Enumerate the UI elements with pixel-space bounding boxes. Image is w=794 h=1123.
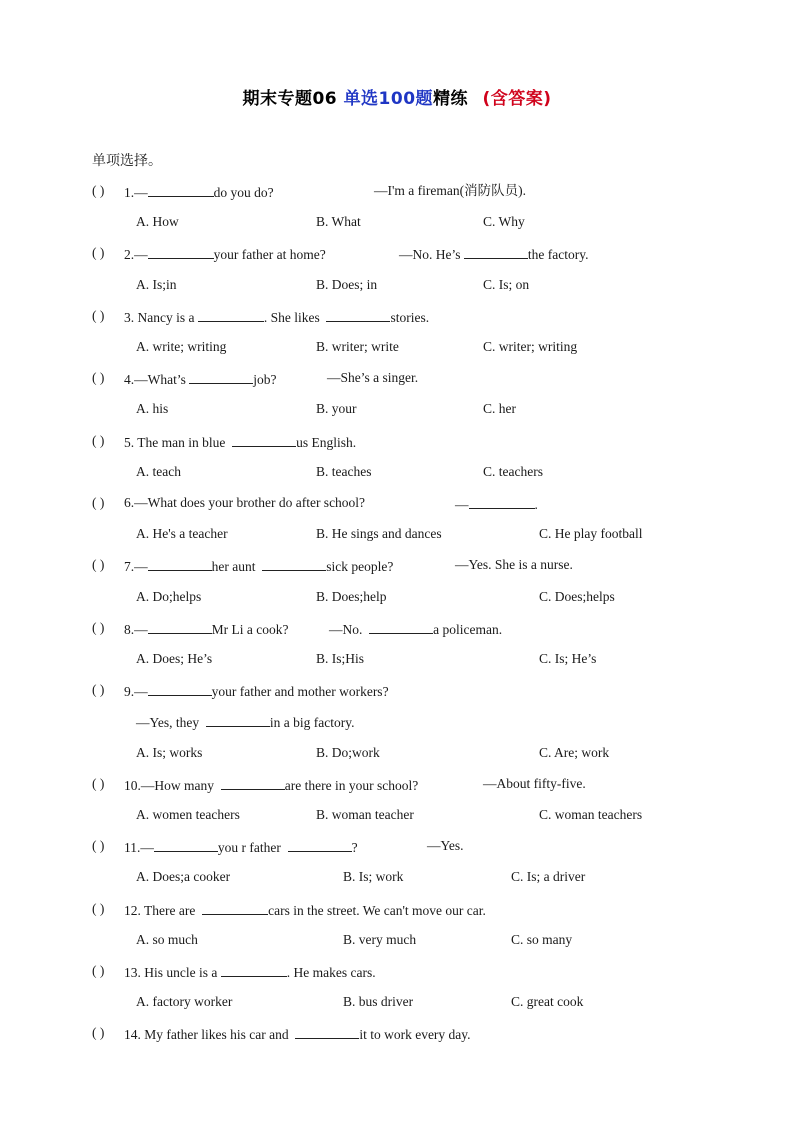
answer-blank (154, 837, 218, 852)
title-part-3: 精练 (433, 89, 469, 109)
question-text: — (134, 185, 148, 200)
option-a: A. his (136, 401, 169, 416)
question-text: My father likes his car and (144, 1027, 289, 1042)
question-text: — (134, 622, 148, 637)
question-text: The man in blue (137, 435, 226, 450)
option-b: B. writer; write (316, 339, 399, 354)
option-a: A. write; writing (136, 339, 227, 354)
option-a: A. factory worker (136, 994, 233, 1009)
answer-bracket[interactable]: ( ) (92, 433, 105, 448)
question-number: 3. (124, 310, 135, 325)
question-text: ? (351, 840, 358, 855)
reply-text: . (534, 497, 538, 512)
title-part-4: (含答案) (482, 89, 552, 109)
question-text: your father and mother workers? (211, 684, 389, 699)
question-text: — (134, 247, 148, 262)
reply-text: —She’s a singer. (327, 370, 419, 385)
option-a: A. He's a teacher (136, 526, 228, 541)
question-text: her aunt (211, 559, 256, 574)
question-text: us English. (296, 435, 357, 450)
option-c: C. teachers (483, 464, 543, 479)
option-c: C. Is; He’s (539, 651, 597, 666)
answer-blank (232, 432, 296, 447)
reply-text: —I'm a fireman(消防队员). (374, 183, 527, 198)
answer-bracket[interactable]: ( ) (92, 963, 105, 978)
question-text: There are (144, 903, 196, 918)
question-text: —What’s (134, 372, 186, 387)
answer-blank (469, 494, 535, 509)
question-text: . She likes (263, 310, 320, 325)
question-text: —What does your brother do after school? (134, 495, 366, 510)
option-b: B. He sings and dances (316, 526, 442, 541)
question-text: His uncle is a (144, 965, 218, 980)
question-text: it to work every day. (359, 1027, 471, 1042)
answer-blank (369, 619, 433, 634)
reply-text: in a big factory. (269, 715, 355, 730)
answer-blank (221, 775, 285, 790)
answer-bracket[interactable]: ( ) (92, 183, 105, 198)
option-b: B. teaches (316, 464, 372, 479)
option-c: C. Does;helps (539, 589, 615, 604)
option-c: C. Is; on (483, 277, 530, 292)
question-text: Nancy is a (137, 310, 195, 325)
option-b: B. Is; work (343, 869, 404, 884)
answer-bracket[interactable]: ( ) (92, 682, 105, 697)
answer-blank (202, 900, 268, 915)
title-part-1: 期末专题06 (242, 89, 338, 109)
option-c: C. woman teachers (539, 807, 643, 822)
reply-text: —Yes, they (136, 715, 200, 730)
question-number: 8. (124, 622, 135, 637)
answer-bracket[interactable]: ( ) (92, 245, 105, 260)
option-c: C. He play football (539, 526, 643, 541)
answer-blank (148, 619, 212, 634)
option-b: B. Does; in (316, 277, 378, 292)
reply-text: the factory. (527, 247, 589, 262)
answer-bracket[interactable]: ( ) (92, 495, 105, 510)
reply-text: —About fifty-five. (483, 776, 586, 791)
reply-text: —Yes. She is a nurse. (455, 557, 573, 572)
answer-blank (326, 307, 390, 322)
answer-blank (262, 556, 326, 571)
answer-blank (288, 837, 352, 852)
question-text: are there in your school? (284, 778, 419, 793)
option-a: A. Is;in (136, 277, 177, 292)
option-a: A. Does; He’s (136, 651, 213, 666)
option-a: A. Is; works (136, 745, 203, 760)
reply-text: —No. He’s (399, 247, 461, 262)
reply-text: —No. (329, 622, 363, 637)
question-number: 5. (124, 435, 135, 450)
option-a: A. How (136, 214, 179, 229)
reply-text: a policeman. (433, 622, 503, 637)
option-a: A. Does;a cooker (136, 869, 231, 884)
question-text: cars in the street. We can't move our car. (268, 903, 486, 918)
question-text: job? (253, 372, 277, 387)
question-number: 4. (124, 372, 135, 387)
answer-blank (295, 1024, 359, 1039)
question-text: . He makes cars. (286, 965, 376, 980)
answer-blank (148, 182, 214, 197)
reply-text: —Yes. (427, 838, 464, 853)
question-number: 6. (124, 495, 135, 510)
question-text: — (140, 840, 154, 855)
option-b: B. your (316, 401, 357, 416)
option-a: A. teach (136, 464, 181, 479)
option-b: B. very much (343, 932, 417, 947)
question-text: you r father (217, 840, 281, 855)
option-b: B. Is;His (316, 651, 365, 666)
option-c: C. so many (511, 932, 573, 947)
question-text: stories. (390, 310, 430, 325)
question-number: 14. (124, 1027, 141, 1042)
option-b: B. Do;work (316, 745, 380, 760)
question-number: 13. (124, 965, 141, 980)
option-a: A. Do;helps (136, 589, 202, 604)
answer-bracket[interactable]: ( ) (92, 308, 105, 323)
question-text: Mr Li a cook? (211, 622, 289, 637)
question-text: your father at home? (213, 247, 326, 262)
answer-blank (189, 369, 253, 384)
question-text: — (134, 559, 148, 574)
answer-blank (148, 556, 212, 571)
question-text: do you do? (213, 185, 274, 200)
option-a: A. so much (136, 932, 198, 947)
answer-blank (221, 962, 287, 977)
title-part-2: 单选100题 (343, 89, 434, 109)
question-number: 11. (124, 840, 141, 855)
answer-bracket[interactable]: ( ) (92, 901, 105, 916)
option-c: C. great cook (511, 994, 584, 1009)
answer-blank (148, 244, 214, 259)
section-heading: 单项选择。 (92, 153, 162, 169)
option-c: C. her (483, 401, 516, 416)
answer-bracket[interactable]: ( ) (92, 1025, 105, 1040)
answer-blank (464, 244, 528, 259)
option-c: C. writer; writing (483, 339, 578, 354)
question-number: 7. (124, 559, 135, 574)
question-number: 2. (124, 247, 135, 262)
answer-bracket[interactable]: ( ) (92, 370, 105, 385)
question-number: 10. (124, 778, 141, 793)
answer-bracket[interactable]: ( ) (92, 776, 105, 791)
question-text: sick people? (326, 559, 394, 574)
question-text: —How many (140, 778, 214, 793)
option-b: B. Does;help (316, 589, 387, 604)
question-text: — (134, 684, 148, 699)
option-b: B. What (316, 214, 361, 229)
option-c: C. Is; a driver (511, 869, 586, 884)
answer-bracket[interactable]: ( ) (92, 838, 105, 853)
option-a: A. women teachers (136, 807, 240, 822)
answer-blank (206, 712, 270, 727)
question-number: 12. (124, 903, 141, 918)
question-number: 1. (124, 185, 135, 200)
option-c: C. Why (483, 214, 525, 229)
answer-bracket[interactable]: ( ) (92, 620, 105, 635)
answer-bracket[interactable]: ( ) (92, 557, 105, 572)
reply-text: — (455, 497, 469, 512)
answer-blank (198, 307, 264, 322)
option-b: B. woman teacher (316, 807, 414, 822)
option-c: C. Are; work (539, 745, 610, 760)
question-number: 9. (124, 684, 135, 699)
answer-blank (148, 681, 212, 696)
page-title (0, 84, 794, 109)
option-b: B. bus driver (343, 994, 414, 1009)
